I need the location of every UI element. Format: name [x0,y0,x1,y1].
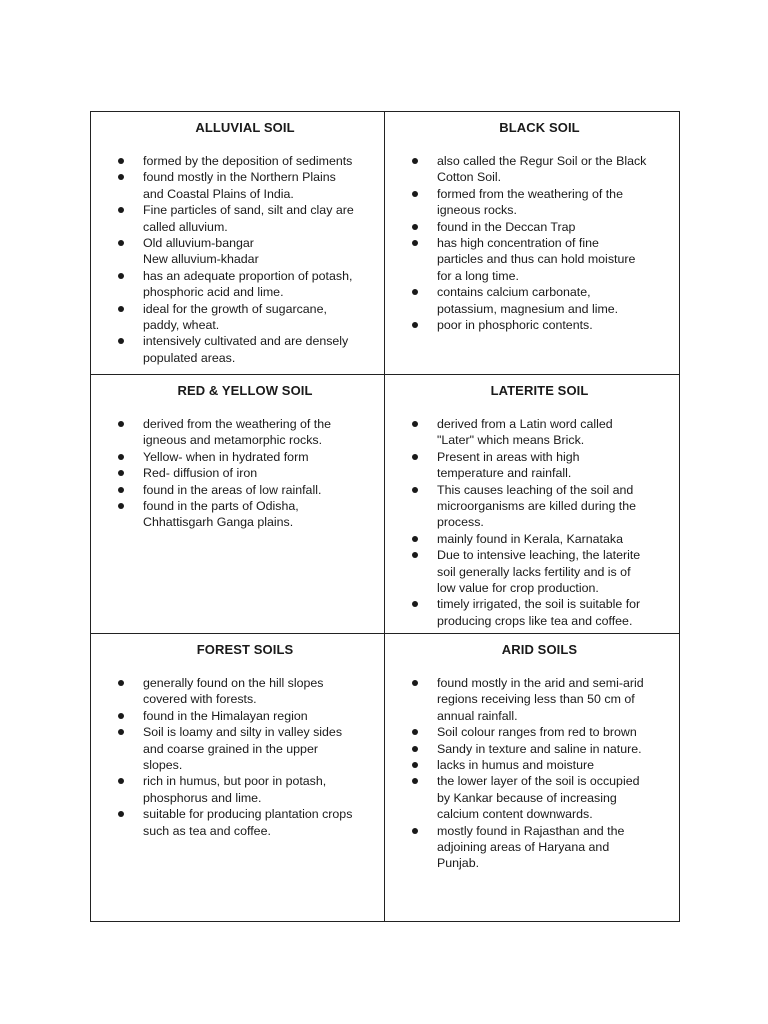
bullet-item: derived from the weathering of the igneous and metamorphic rocks. [110,416,374,449]
bullet-item: mostly found in Rajasthan and the adjoining areas of Haryana and Punjab. [404,823,669,872]
cell-laterite-soil [385,375,679,634]
cell-title: BLACK SOIL [499,120,580,135]
bullet-item: Soil is loamy and silty in valley sides and coarse grained in the upper slopes. [110,724,374,773]
bullet-item: has an adequate proportion of potash, phosphoric acid and lime. [110,268,374,301]
bullet-item: suitable for producing plantation crops such as tea and coffee. [110,806,374,839]
bullet-item: ideal for the growth of sugarcane, paddy, wheat. [110,301,374,334]
cell-title: RED & YELLOW SOIL [177,383,313,398]
bullet-item: found in the areas of low rainfall. [110,482,374,498]
cell-title: LATERITE SOIL [490,383,589,398]
cell-red-yellow-soil [91,375,385,634]
bullet-item: contains calcium carbonate, potassium, magnesium and lime. [404,284,669,317]
cell-title: ALLUVIAL SOIL [195,120,295,135]
bullet-list [110,675,374,839]
cell-arid-soils [385,634,679,921]
bullet-item: found mostly in the Northern Plains and Coastal Plains of India. [110,169,374,202]
bullet-item: Fine particles of sand, silt and clay are called alluvium. [110,202,374,235]
bullet-list [110,153,374,366]
bullet-item: found in the parts of Odisha, Chhattisgarh Ganga plains. [110,498,374,531]
bullet-item: Old alluvium-bangar New alluvium-khadar [110,235,374,268]
cell-black-soil [385,112,679,375]
bullet-item: formed by the deposition of sediments [110,153,374,169]
bullet-item: Soil colour ranges from red to brown [404,724,669,740]
bullet-item: also called the Regur Soil or the Black Cotton Soil. [404,153,669,186]
bullet-item: This causes leaching of the soil and microorganisms are killed during the process. [404,482,669,531]
bullet-item: timely irrigated, the soil is suitable for producing crops like tea and coffee. [404,596,669,629]
bullet-list [404,675,669,872]
bullet-item: derived from a Latin word called "Later" which means Brick. [404,416,669,449]
bullet-item: mainly found in Kerala, Karnataka [404,531,669,547]
cell-alluvial-soil [91,112,385,375]
cell-forest-soils [91,634,385,921]
bullet-item: rich in humus, but poor in potash, phosphorus and lime. [110,773,374,806]
bullet-item: Present in areas with high temperature and rainfall. [404,449,669,482]
soil-types-table [90,111,680,922]
bullet-item: Due to intensive leaching, the laterite soil generally lacks fertility and is of low value for crop production. [404,547,669,596]
bullet-item: found in the Himalayan region [110,708,374,724]
bullet-item: intensively cultivated and are densely populated areas. [110,333,374,366]
cell-title: FOREST SOILS [196,642,294,657]
bullet-item: Red- diffusion of iron [110,465,374,481]
bullet-item: Sandy in texture and saline in nature. [404,741,669,757]
cell-title: ARID SOILS [501,642,578,657]
bullet-item: formed from the weathering of the igneous rocks. [404,186,669,219]
bullet-item: the lower layer of the soil is occupied by Kankar because of increasing calcium content downwards. [404,773,669,822]
bullet-item: has high concentration of fine particles and thus can hold moisture for a long time. [404,235,669,284]
bullet-item: found mostly in the arid and semi-arid regions receiving less than 50 cm of annual rainfall. [404,675,669,724]
bullet-item: Yellow- when in hydrated form [110,449,374,465]
bullet-list [404,153,669,333]
bullet-item: generally found on the hill slopes covered with forests. [110,675,374,708]
bullet-item: lacks in humus and moisture [404,757,669,773]
bullet-item: found in the Deccan Trap [404,219,669,235]
bullet-item: poor in phosphoric contents. [404,317,669,333]
bullet-list [110,416,374,531]
bullet-list [404,416,669,629]
